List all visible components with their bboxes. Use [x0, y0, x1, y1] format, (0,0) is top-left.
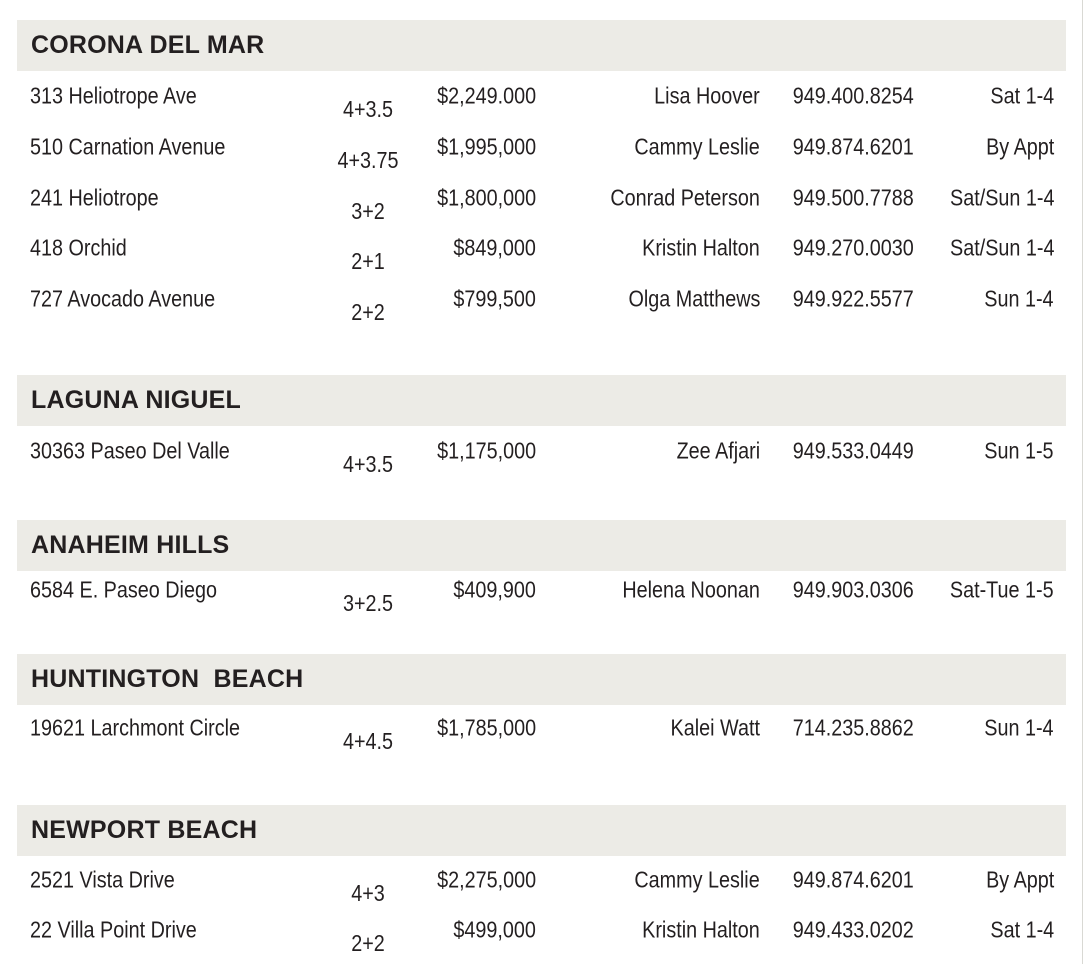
- section-newport-beach: [17, 805, 1066, 956]
- listing-agent: Cammy Leslie: [634, 866, 760, 893]
- listing-agent: Helena Noonan: [622, 576, 760, 603]
- listing-agent: Kristin Halton: [642, 916, 760, 943]
- listing-agent: Kristin Halton: [642, 234, 760, 261]
- listing-price: $799,500: [453, 285, 536, 312]
- listing-address: 727 Avocado Avenue: [30, 285, 216, 312]
- listing-price: $409,900: [453, 576, 536, 603]
- section-header: [17, 375, 1066, 426]
- listing-open-house: Sat-Tue 1-5: [950, 576, 1054, 603]
- listing-phone: 949.874.6201: [792, 866, 914, 893]
- listing-row: 30363 Paseo Del Valle 4+3.5 $1,175,000 Zee Afjari 949.533.0449 Sun 1-5: [30, 437, 1054, 478]
- section-huntington-beach: [17, 654, 1066, 754]
- listing-price: $2,249.000: [436, 82, 536, 109]
- section-header: [17, 805, 1066, 856]
- listing-price: $2,275,000: [436, 866, 536, 893]
- listing-price: $499,000: [453, 916, 536, 943]
- section-corona-del-mar: [17, 20, 1066, 324]
- listing-address: 6584 E. Paseo Diego: [30, 576, 217, 603]
- listing-agent: Lisa Hoover: [654, 82, 760, 109]
- listing-open-house: Sat/Sun 1-4: [949, 184, 1054, 211]
- listing-price: $1,800,000: [436, 184, 536, 211]
- listing-price: $1,175,000: [436, 437, 536, 464]
- section-title: LAGUNA NIGUEL: [31, 386, 241, 414]
- listing-address: 19621 Larchmont Circle: [30, 714, 241, 741]
- section-header: [17, 20, 1066, 71]
- listing-row: 418 Orchid 2+1 $849,000 Kristin Halton 949.270.0030 Sat/Sun 1-4: [30, 234, 1054, 275]
- listing-row: 19621 Larchmont Circle 4+4.5 $1,785,000 Kalei Watt 714.235.8862 Sun 1-4: [30, 714, 1054, 754]
- listing-phone: 714.235.8862: [792, 714, 914, 741]
- listing-phone: 949.874.6201: [792, 133, 914, 160]
- listing-address: 30363 Paseo Del Valle: [30, 437, 230, 464]
- listing-address: 313 Heliotrope Ave: [30, 82, 197, 109]
- listing-open-house: Sat 1-4: [990, 82, 1054, 109]
- listing-open-house: Sun 1-5: [984, 437, 1054, 464]
- listing-address: 2521 Vista Drive: [30, 866, 175, 893]
- section-header: [17, 520, 1066, 571]
- section-anaheim-hills: [17, 520, 1066, 616]
- section-title: ANAHEIM HILLS: [31, 531, 230, 559]
- section-title: NEWPORT BEACH: [31, 816, 258, 844]
- listing-address: 22 Villa Point Drive: [30, 916, 197, 943]
- listing-address: 241 Heliotrope: [30, 184, 159, 211]
- listing-row: 313 Heliotrope Ave 4+3.5 $2,249.000 Lisa Hoover 949.400.8254 Sat 1-4: [30, 82, 1054, 123]
- listing-address: 510 Carnation Avenue: [30, 133, 226, 160]
- listing-open-house: Sat/Sun 1-4: [949, 234, 1054, 261]
- listing-open-house: By Appt: [985, 866, 1054, 893]
- listing-agent: Olga Matthews: [628, 285, 760, 312]
- listing-row: 2521 Vista Drive 4+3 $2,275,000 Cammy Leslie 949.874.6201 By Appt: [30, 866, 1054, 906]
- listing-agent: Kalei Watt: [670, 714, 760, 741]
- listing-phone: 949.500.7788: [792, 184, 914, 211]
- listing-phone: 949.922.5577: [792, 285, 914, 312]
- listing-row: 22 Villa Point Drive 2+2 $499,000 Kristin Halton 949.433.0202 Sat 1-4: [30, 916, 1054, 956]
- listing-agent: Conrad Peterson: [610, 184, 760, 211]
- listing-open-house: Sun 1-4: [984, 285, 1054, 312]
- listing-row: 510 Carnation Avenue 4+3.75 $1,995,000 Cammy Leslie 949.874.6201 By Appt: [30, 133, 1054, 174]
- listing-price: $849,000: [453, 234, 536, 261]
- listing-phone: 949.270.0030: [792, 234, 914, 261]
- listing-row: 241 Heliotrope 3+2 $1,800,000 Conrad Peterson 949.500.7788 Sat/Sun 1-4: [30, 184, 1054, 224]
- listing-phone: 949.903.0306: [792, 576, 914, 603]
- listing-open-house: By Appt: [985, 133, 1054, 160]
- listing-phone: 949.400.8254: [792, 82, 914, 109]
- listing-open-house: Sun 1-4: [984, 714, 1054, 741]
- listing-row: 727 Avocado Avenue 2+2 $799,500 Olga Matthews 949.922.5577 Sun 1-4: [30, 285, 1054, 326]
- listing-phone: 949.433.0202: [792, 916, 914, 943]
- section-header: [17, 654, 1066, 705]
- section-title: CORONA DEL MAR: [31, 31, 265, 59]
- listing-address: 418 Orchid: [30, 234, 127, 261]
- listing-agent: Cammy Leslie: [634, 133, 760, 160]
- listing-price: $1,785,000: [436, 714, 536, 741]
- listing-price: $1,995,000: [436, 133, 536, 160]
- section-laguna-niguel: [17, 375, 1066, 477]
- section-title: HUNTINGTON BEACH: [31, 665, 304, 693]
- listing-open-house: Sat 1-4: [990, 916, 1054, 943]
- listing-agent: Zee Afjari: [676, 437, 760, 464]
- listing-row: 6584 E. Paseo Diego 3+2.5 $409,900 Helena Noonan 949.903.0306 Sat-Tue 1-5: [30, 576, 1054, 616]
- listing-phone: 949.533.0449: [792, 437, 914, 464]
